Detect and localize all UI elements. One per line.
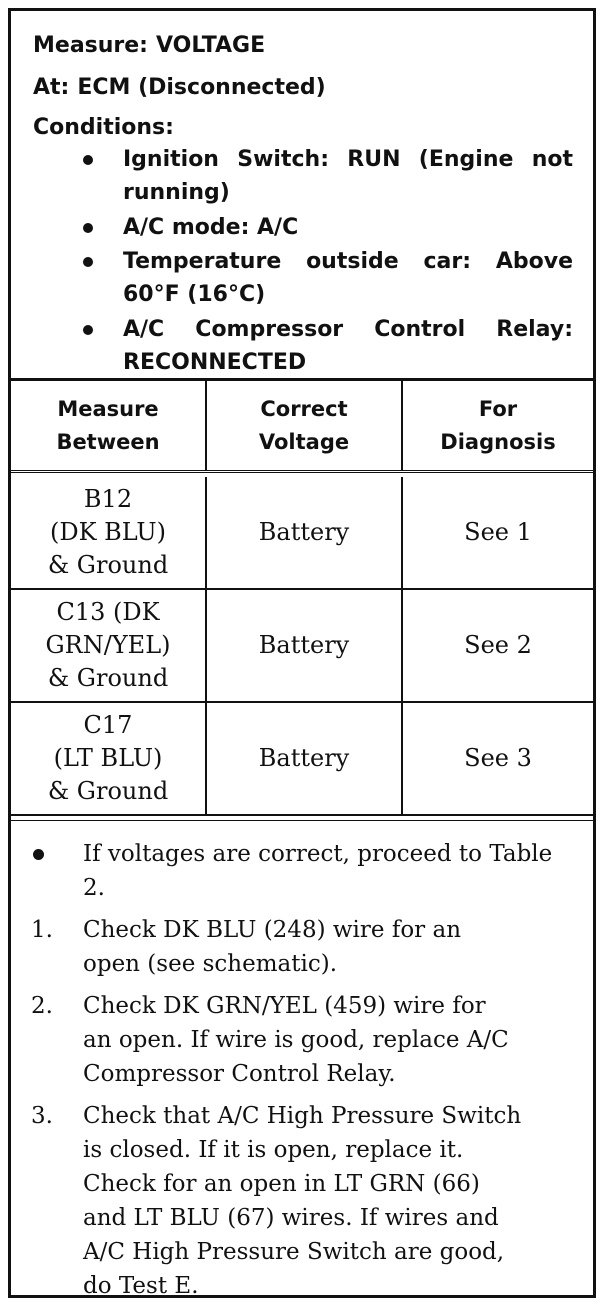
cell-between <box>11 590 207 701</box>
bullet-icon <box>33 849 44 860</box>
note-item <box>11 913 593 981</box>
note-text: If voltages are correct, proceed to Table 2. <box>83 841 553 901</box>
cell-between <box>11 703 207 814</box>
table-row <box>11 590 593 703</box>
header-measure-between <box>11 381 207 470</box>
bullet-icon <box>83 257 93 267</box>
measure-line <box>33 33 265 58</box>
bullet-icon <box>83 155 93 165</box>
bullet-icon <box>83 325 93 335</box>
note-item <box>11 837 593 905</box>
cell-diagnosis <box>403 703 593 814</box>
condition-text: Ignition Switch: RUN (Engine not running) <box>123 147 573 205</box>
header-correct-voltage <box>207 381 403 470</box>
note-text: Check that A/C High Pressure Switch is closed. If it is open, replace it. Check for an open in LT GRN (66) and LT BLU (67) wires. If wires and A/C High Pressure Switch are good, do Test E. <box>83 1103 522 1299</box>
cell-between-text: B12 (DK BLU) & Ground <box>47 485 169 579</box>
note-item <box>11 1099 593 1303</box>
cell-diagnosis <box>403 477 593 588</box>
note-item <box>11 989 593 1091</box>
table-header <box>11 381 593 473</box>
cell-voltage-text: Battery <box>258 518 350 546</box>
condition-text: Temperature outside car: Above 60°F (16°C) <box>123 249 573 307</box>
cell-voltage <box>207 590 403 701</box>
condition-item <box>83 211 573 244</box>
table-body <box>11 477 593 816</box>
measurement-conditions <box>11 11 593 381</box>
condition-item <box>83 143 573 209</box>
condition-text: A/C Compressor Control Relay: RECONNECTED <box>123 317 573 375</box>
bullet-icon <box>83 223 93 233</box>
header-correct-voltage-text: Correct Voltage <box>258 396 350 454</box>
cell-diagnosis <box>403 590 593 701</box>
table-row <box>11 703 593 816</box>
at-value: ECM (Disconnected) <box>77 75 326 100</box>
note-text: Check DK BLU (248) wire for an open (see schematic). <box>83 917 462 977</box>
cell-voltage-text: Battery <box>258 744 350 772</box>
diagnosis-notes <box>11 820 593 1299</box>
cell-voltage-text: Battery <box>258 631 350 659</box>
conditions-label: Conditions: <box>33 115 174 140</box>
cell-diagnosis-text: See 3 <box>464 744 532 772</box>
header-for-diagnosis-text: For Diagnosis <box>440 396 556 454</box>
condition-text: A/C mode: A/C <box>123 215 299 240</box>
condition-item <box>83 245 573 311</box>
condition-item <box>83 313 573 379</box>
note-number: 1. <box>31 917 53 943</box>
cell-between <box>11 477 207 588</box>
cell-between-text: C13 (DK GRN/YEL) & Ground <box>45 598 171 692</box>
header-measure-between-text: Measure Between <box>56 396 160 454</box>
measure-value: VOLTAGE <box>155 33 266 58</box>
cell-between-text: C17 (LT BLU) & Ground <box>47 711 169 805</box>
note-number: 3. <box>31 1103 53 1129</box>
diagnostic-table-sheet <box>8 8 596 1298</box>
measure-label: Measure: <box>33 33 148 58</box>
note-number: 2. <box>31 993 53 1019</box>
note-text: Check DK GRN/YEL (459) wire for an open. If wire is good, replace A/C Compressor Control Relay. <box>83 993 509 1087</box>
at-label: At: <box>33 75 70 100</box>
at-line <box>33 75 326 100</box>
cell-voltage <box>207 477 403 588</box>
header-for-diagnosis <box>403 381 593 470</box>
cell-voltage <box>207 703 403 814</box>
table-row <box>11 477 593 590</box>
cell-diagnosis-text: See 1 <box>464 518 532 546</box>
cell-diagnosis-text: See 2 <box>464 631 532 659</box>
